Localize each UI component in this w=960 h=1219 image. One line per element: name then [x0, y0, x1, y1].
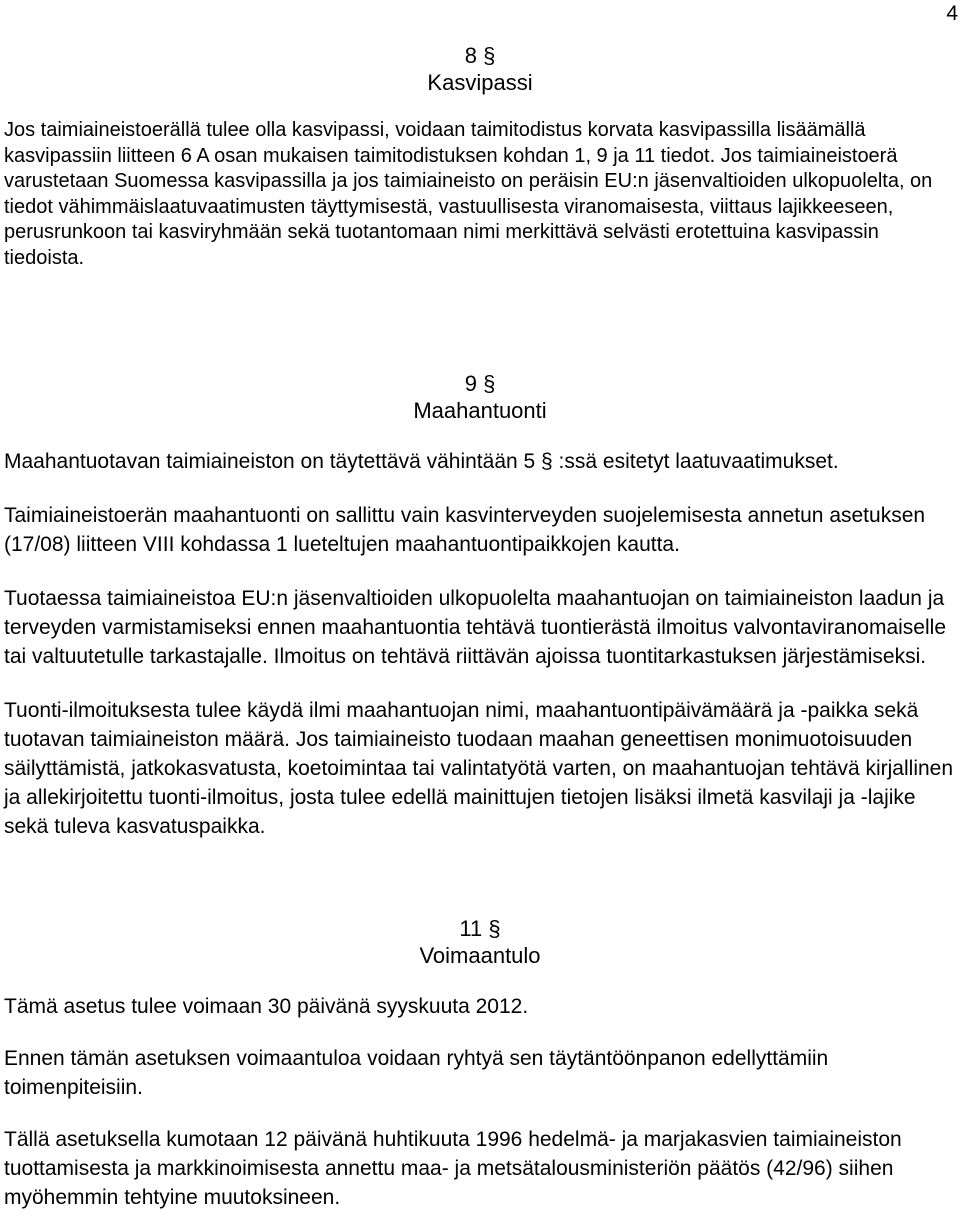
section-title: Voimaantulo: [419, 943, 541, 968]
paragraph: Tämä asetus tulee voimaan 30 päivänä syyskuuta 2012.: [4, 995, 529, 1018]
paragraph: Ennen tämän asetuksen voimaantuloa voidaan ryhtyä sen täytäntöönpanon edellyttämiin toimenpiteisiin.: [4, 1047, 829, 1099]
section-symbol: §: [488, 916, 501, 941]
paragraph: Jos taimiaineistoerällä tulee olla kasvipassi, voidaan taimitodistus korvata kasvipassilla lisäämällä kasvipassiin liitteen 6 A osan mukaisen taimitodistuksen kohdan 1, 9 ja 11 tiedot. Jos taimiaineistoerä varustetaan Suomessa kasvipassilla ja jos taimiaineisto on peräisin EU:n jäsenvaltioiden ulkopuolelta, on tiedot vähimmäislaatuvaatimusten täyttymisestä, vastuullisesta viranomaisesta, viittaus lajikkeeseen, perusrunkoon tai kasviryhmään sekä tuotantomaan nimi merkittävä selvästi erotettuina kasvipassin tiedoista.: [4, 119, 933, 269]
section-symbol: §: [483, 43, 496, 68]
section-number: 9: [464, 371, 477, 396]
paragraph: Taimiaineistoerän maahantuonti on sallittu vain kasvinterveyden suojelemisesta annetun asetuksen (17/08) liitteen VIII kohdassa 1 lueteltujen maahantuontipaikkojen kautta.: [4, 504, 926, 556]
paragraph: Tuotaessa taimiaineistoa EU:n jäsenvaltioiden ulkopuolelta maahantuojan on taimiaineiston laadun ja terveyden varmistamiseksi ennen maahantuontia tehtävä tuontierästä ilmoitus valvontaviranomaiselle tai valtuutetulle tarkastajalle. Ilmoitus on tehtävä riittävän ajoissa tuontitarkastuksen järjestämiseksi.: [4, 587, 946, 668]
section-number: 11: [459, 916, 483, 941]
section-number-line: [4, 915, 956, 942]
section-8: [4, 42, 956, 271]
section-heading: [4, 370, 956, 424]
section-heading: [4, 915, 956, 969]
section-9: [4, 370, 956, 841]
page-number: 4: [946, 2, 958, 25]
section-number-line: [4, 370, 956, 397]
paragraph: Tällä asetuksella kumotaan 12 päivänä huhtikuuta 1996 hedelmä- ja marjakasvien taimiaineiston tuottamisesta ja markkinoimisesta annettu maa- ja metsätalousministeriön päätös (42/96) siihen myöhemmin tehtyine muutoksineen.: [4, 1128, 902, 1209]
section-11: [4, 915, 956, 1212]
paragraph: Maahantuotavan taimiaineiston on täytettävä vähintään 5 § :ssä esitetyt laatuvaatimukset.: [4, 450, 839, 473]
section-title: Kasvipassi: [427, 70, 533, 95]
section-number-line: [4, 42, 956, 69]
section-title: Maahantuonti: [413, 398, 547, 423]
section-heading: [4, 42, 956, 96]
section-number: 8: [464, 43, 477, 68]
paragraph: Tuonti-ilmoituksesta tulee käydä ilmi maahantuojan nimi, maahantuontipäivämäärä ja -paikka sekä tuotavan taimiaineiston määrä. Jos taimiaineisto tuodaan maahan geneettisen monimuotoisuuden säilyttämistä, jatkokasvatusta, koetoimintaa tai valintatyötä varten, on maahantuojan tehtävä kirjallinen ja allekirjoitettu tuonti-ilmoitus, josta tulee edellä mainittujen tietojen lisäksi ilmetä kasvilaji ja -lajike sekä tuleva kasvatuspaikka.: [4, 699, 954, 838]
section-symbol: §: [483, 371, 496, 396]
